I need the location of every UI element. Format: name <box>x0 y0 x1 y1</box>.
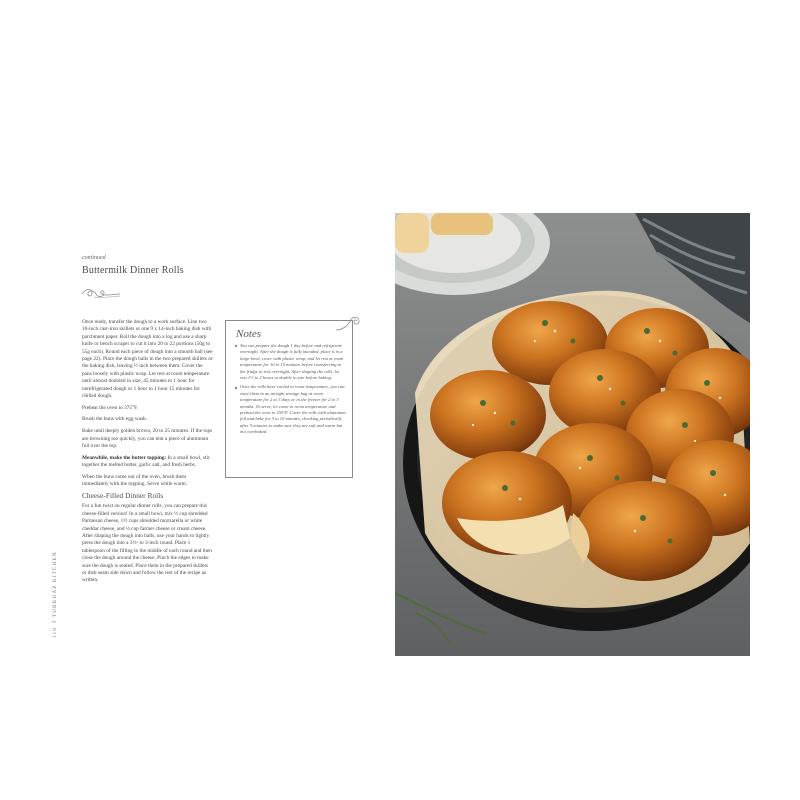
swirl-ornament-icon <box>334 314 362 332</box>
page-number: 110 <box>52 627 58 638</box>
book-name: TURKUAZ KITCHEN <box>52 551 58 618</box>
butter-topping-heading: Meanwhile, make the butter topping: <box>82 454 167 461</box>
notes-title: Notes <box>236 328 262 340</box>
variation-paragraph: For a fun twist on regular dinner rolls, you can prepare this cheese-filled version! In a small bowl, mix ½ cup shredded Parmesan cheese, 1½ cups shredded mozzarella or white cheddar cheese, and ⅓ cup farmer cheese or cream cheese. After shaping the dough into balls, use your hands to lightly press the dough into a 3½- to 3-inch round. Place 1 tablespoon of the filling in the middle of each round and then close the dough around the cheese. Pinch the edges to make sure the dough is sealed. Place them in the prepared skillets or dish seam side down and follow the rest of the recipe as written. <box>82 503 212 584</box>
note-item: You can prepare the dough 1 day before and refrigerate overnight. After the dough is fully kneaded, place it in a large bowl, cover with plastic wrap, and let rest at room temperature for 10 to 15 minutes before transferring to the fridge to rest overnight. After shaping the rolls, let rest 1½ to 2 hours to double in size before baking. <box>235 343 346 381</box>
butter-topping-text: In a small bowl, stir together the melted butter, garlic salt, and fresh herbs. <box>82 454 210 469</box>
recipe-body <box>82 319 213 589</box>
dinner-rolls-photo <box>395 213 750 656</box>
instruction-paragraph: Preheat the oven to 375°F. <box>82 404 138 411</box>
page-footer-label: 110◊ TURKUAZ KITCHEN <box>52 551 58 638</box>
variation-heading: Cheese-Filled Dinner Rolls <box>82 491 164 500</box>
instruction-paragraph: When the buns come out of the oven, brush them immediately with the topping. Serve while warm. <box>82 473 188 488</box>
notes-box <box>225 320 353 478</box>
instruction-paragraph: Brush the buns with egg wash. <box>82 416 148 423</box>
instruction-paragraph <box>82 455 213 470</box>
instruction-paragraph: Bake until deeply golden brown, 20 to 25 minutes. If the tops are browning too quickly, you can tent a piece of aluminum foil over the top. <box>82 428 213 449</box>
instruction-paragraph: Once ready, transfer the dough to a work surface. Line two 10-inch cast-iron skillets or one 9 x 14-inch baking dish with parchment paper. Roll the dough into a log and use a sharp knife or bench scraper to cut it into 20 to 22 portions (50g to 55g each). Round each piece of dough into a smooth ball (see page 22). Place the dough balls in the two prepared skillets or the baking dish, leaving ½ inch between them. Cover the pans loosely with plastic wrap. Let rest at room temperature until almost doubled in size, 45 minutes to 1 hour for unrefrigerated dough or 1 hour to 1 hour 15 minutes for chilled dough. <box>82 319 213 400</box>
recipe-title: Buttermilk Dinner Rolls <box>82 265 184 276</box>
note-item: Once the rolls have cooled to room temperature, you can store them in an airtight storage bag at room temperature for 2 to 3 days or in the freezer for 2 to 3 months. To serve, let come to room temperature and preheat the oven to 350°F. Cover the rolls with aluminum foil and bake for 5 to 10 minutes, checking periodically after 5 minutes to make sure they are soft and warm but not overbaked. <box>235 384 346 435</box>
flourish-ornament-icon <box>80 286 122 300</box>
continued-label: continued <box>82 255 106 261</box>
